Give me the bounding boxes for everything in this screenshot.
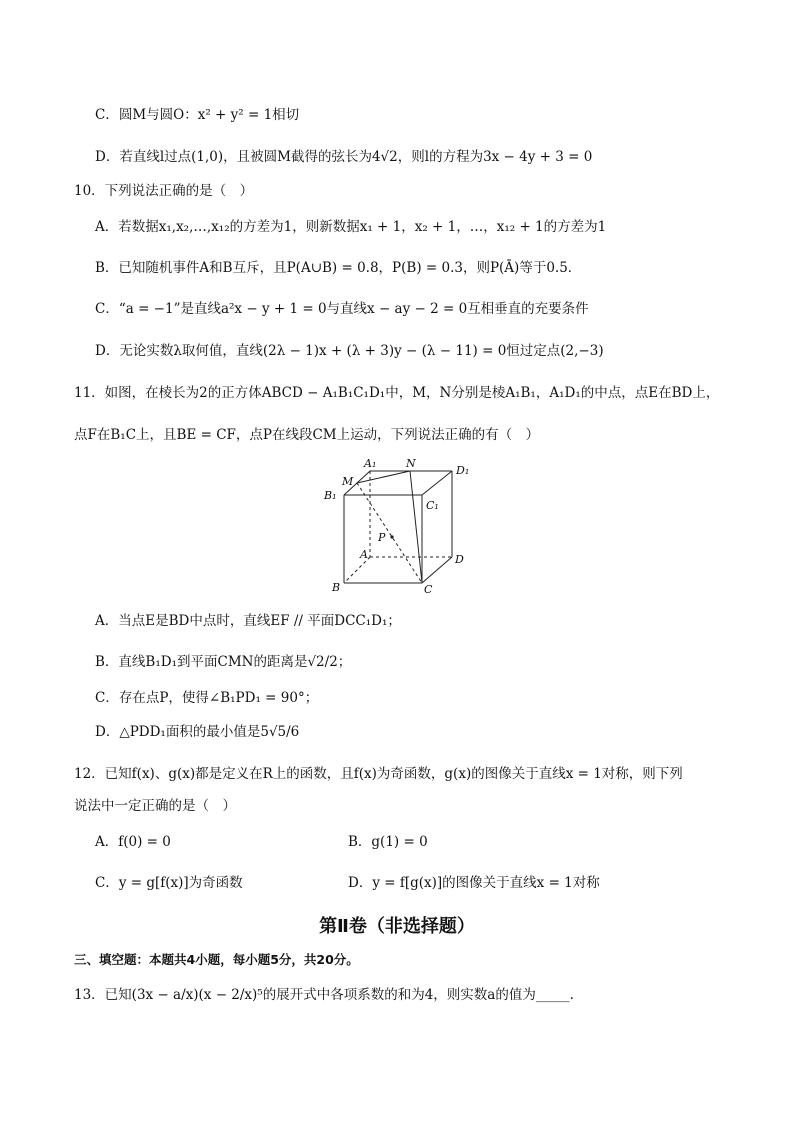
q11-option-c: C．存在点P，使得∠B₁PD₁ = 90°； (95, 690, 319, 706)
label-m: M (342, 475, 354, 488)
q12-option-b: B．g(1) = 0 (348, 834, 428, 850)
label-a: A (360, 548, 368, 561)
q9-option-d: D．若直线l过点(1,0)，且被圆M截得的弦长为4√2，则l的方程为3x − 4y + 3 = 0 (95, 149, 593, 165)
cube-figure (320, 455, 480, 595)
q11-stem-line1: 11．如图，在棱长为2的正方体ABCD − A₁B₁C₁D₁中，M，N分别是棱A₁B₁，A₁D₁的中点，点E在BD上， (74, 385, 720, 401)
label-c1: C₁ (426, 499, 439, 512)
q12-option-d: D．y = f[g(x)]的图像关于直线x = 1对称 (348, 875, 600, 891)
label-b: B (332, 581, 341, 594)
label-n: N (406, 457, 416, 470)
q11-stem-line2: 点F在B₁C上，且BE = CF，点P在线段CM上运动，下列说法正确的有（ ） (74, 427, 540, 443)
label-p: P (378, 531, 386, 544)
q10-option-a: A．若数据x₁,x₂,…,x₁₂的方差为1，则新数据x₁ + 1，x₂ + 1，…，x₁₂ + 1的方差为1 (95, 219, 607, 235)
q13-stem: 13．已知(3x − a/x)(x − 2/x)⁵的展开式中各项系数的和为4，则实数a的值为_____. (74, 987, 574, 1003)
section-three-heading: 三、填空题：本题共4小题，每小题5分，共20分。 (74, 952, 359, 967)
label-d: D (455, 553, 464, 566)
label-d1: D₁ (456, 464, 470, 477)
label-a1: A₁ (364, 457, 377, 470)
q10-option-c: C．“a = −1”是直线a²x − y + 1 = 0与直线x − ay − 2 = 0互相垂直的充要条件 (95, 301, 589, 317)
label-c: C (424, 583, 433, 595)
q11-option-d: D．△PDD₁面积的最小值是5√5/6 (95, 724, 300, 740)
q12-stem-line2: 说法中一定正确的是（ ） (74, 798, 236, 814)
q11-option-b: B．直线B₁D₁到平面CMN的距离是√2/2； (95, 654, 352, 670)
label-b1: B₁ (324, 489, 337, 502)
part-two-title: 第Ⅱ卷（非选择题） (319, 916, 475, 937)
q12-stem-line1: 12．已知f(x)、g(x)都是定义在R上的函数，且f(x)为奇函数，g(x)的图像关于直线x = 1对称，则下列 (74, 766, 683, 782)
q12-option-a: A．f(0) = 0 (95, 834, 171, 850)
q9-option-c: C．圆M与圆O：x² + y² = 1相切 (95, 107, 300, 123)
q11-option-a: A．当点E是BD中点时，直线EF // 平面DCC₁D₁； (95, 613, 401, 629)
q12-option-c: C．y = g[f(x)]为奇函数 (95, 875, 243, 891)
q10-option-d: D．无论实数λ取何值，直线(2λ − 1)x + (λ + 3)y − (λ − 11) = 0恒过定点(2,−3) (95, 343, 604, 359)
q10-stem: 10．下列说法正确的是（ ） (74, 183, 254, 199)
q10-option-b: B．已知随机事件A和B互斥，且P(A∪B) = 0.8，P(B) = 0.3，则P(Ā)等于0.5． (95, 260, 582, 276)
